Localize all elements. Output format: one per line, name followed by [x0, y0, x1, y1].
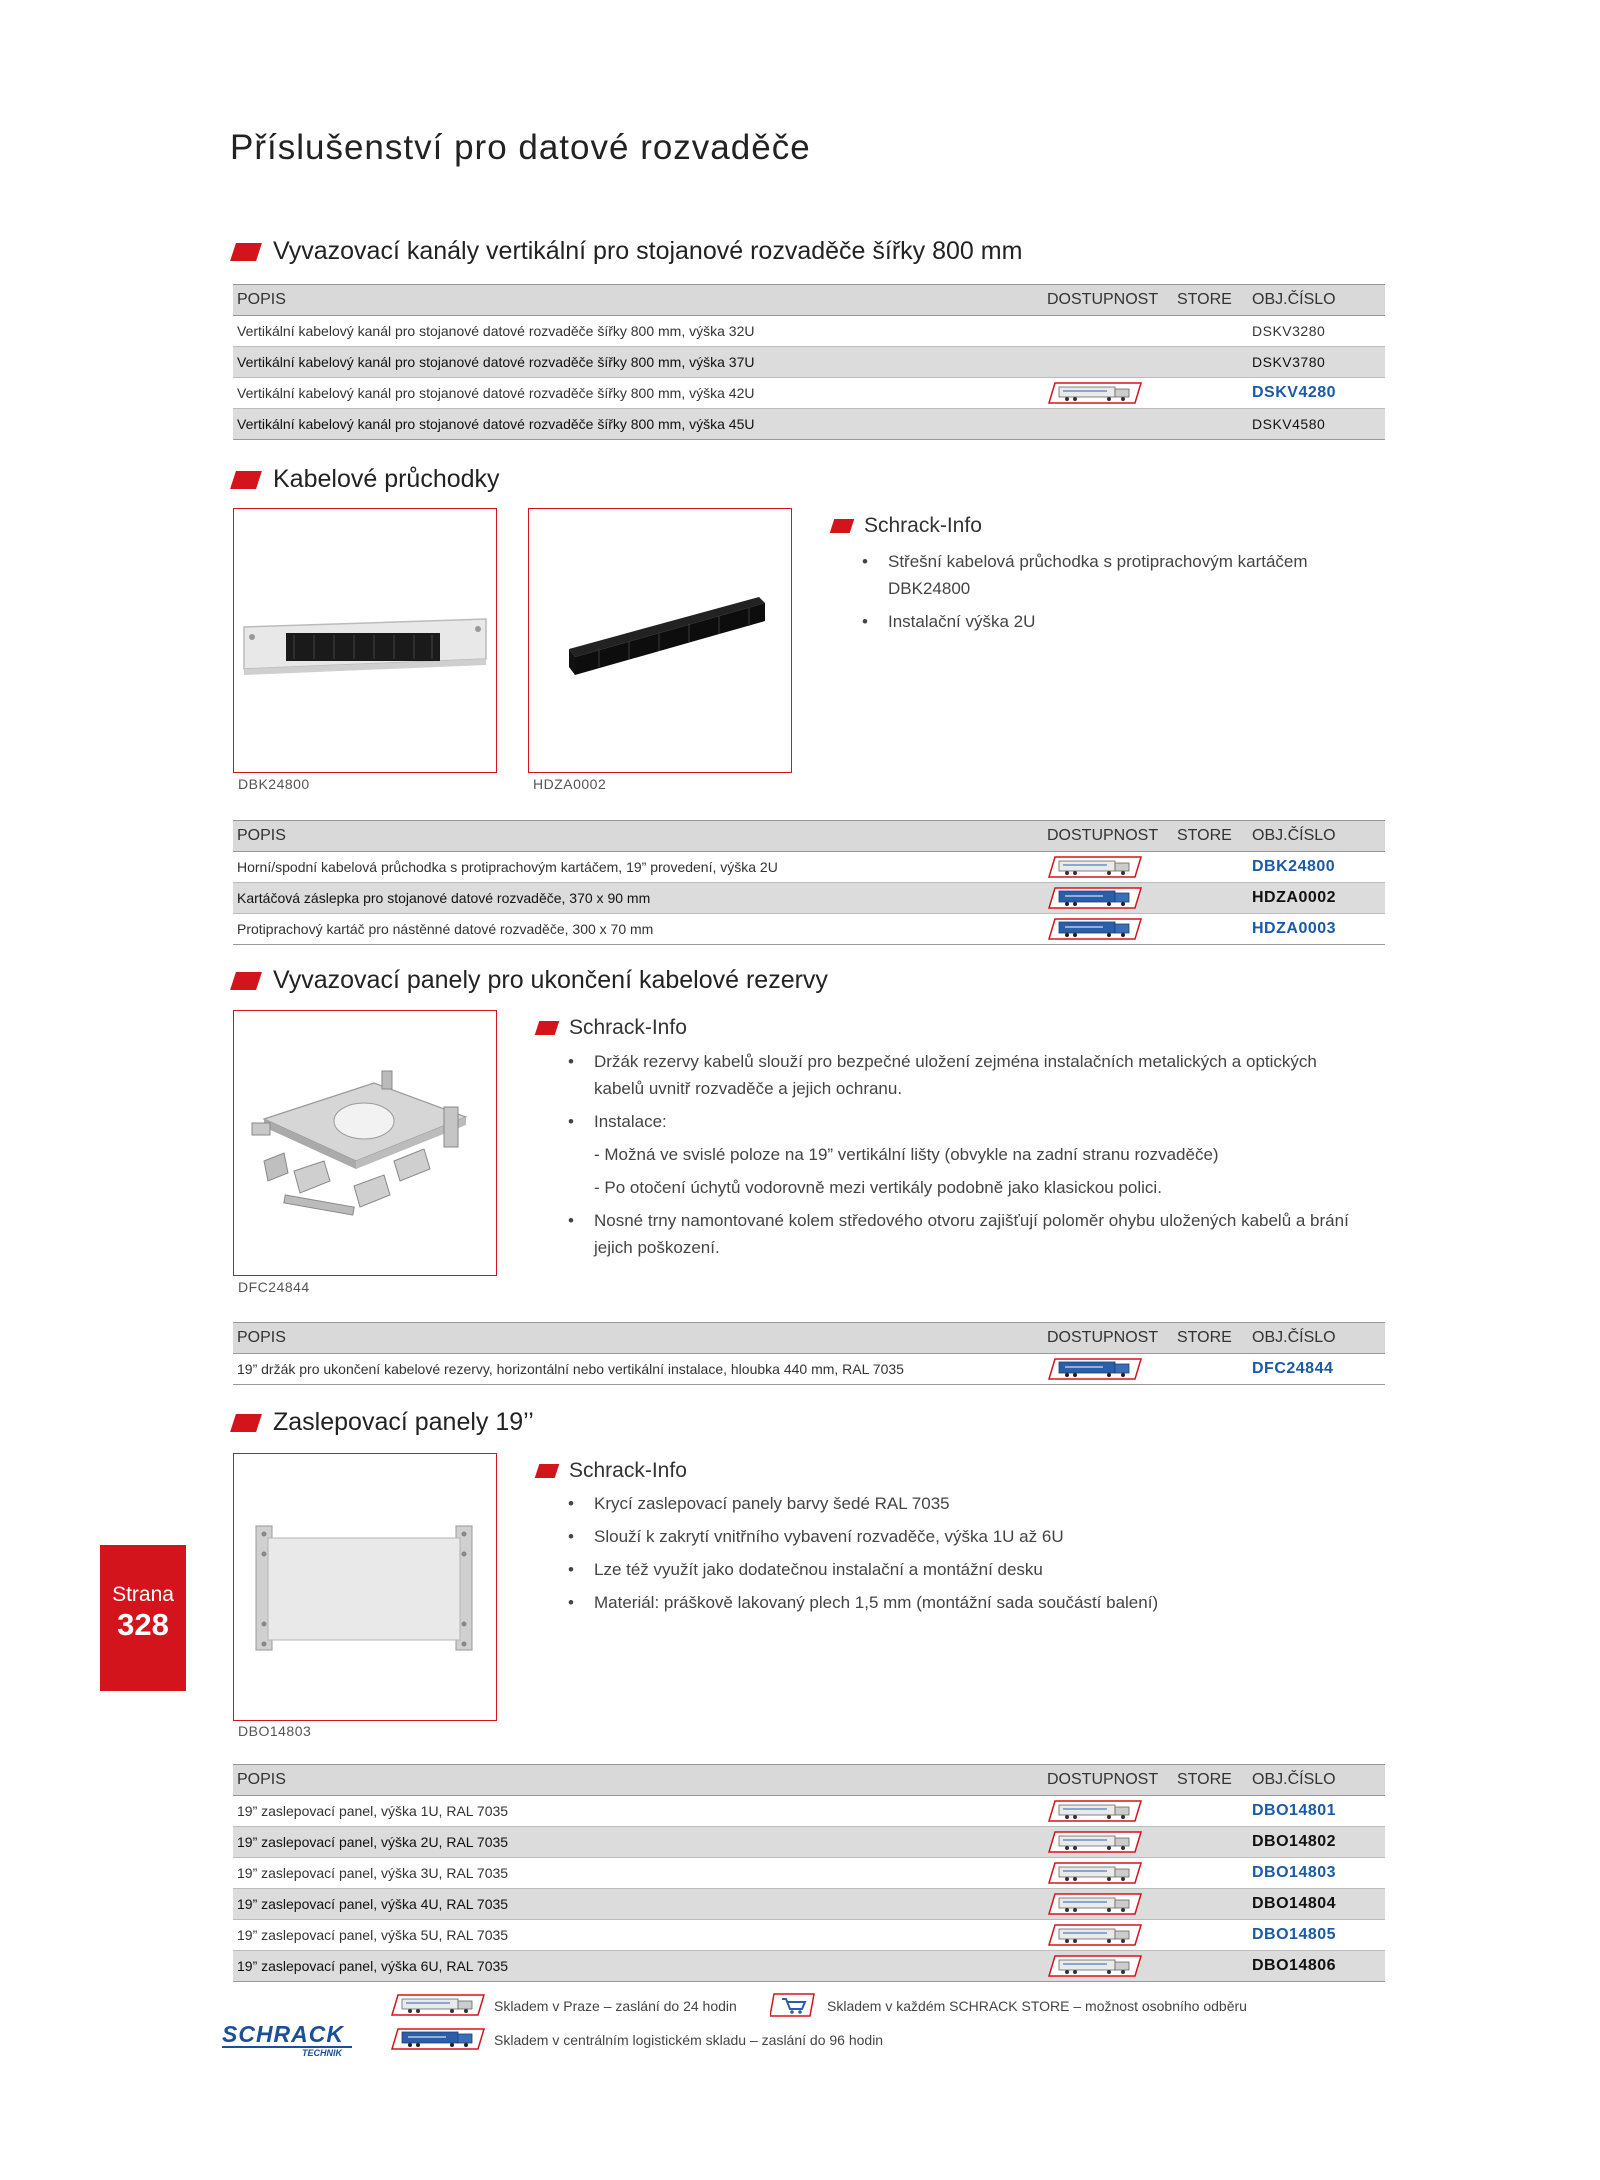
product-image-dfc24844 [233, 1010, 497, 1276]
table-row [233, 914, 1385, 945]
row-code-link[interactable]: DBO14804 [1248, 1889, 1385, 1920]
table-row [233, 1920, 1385, 1951]
info-bullet: • Materiál: práškově lakovaný plech 1,5 mm (montážní sada součástí balení) [564, 1589, 1364, 1616]
section-title-cable-reserve [233, 966, 828, 995]
logo-brand: SCHRACK [222, 2022, 352, 2048]
table-row [233, 378, 1385, 409]
availability-cell [1043, 883, 1173, 914]
truck-central-icon [390, 2028, 486, 2050]
col-header-dostupnost: DOSTUPNOST [1043, 821, 1173, 852]
table-header-row [233, 285, 1385, 316]
availability-cell [1043, 914, 1173, 945]
product-table-cable-glands [233, 820, 1385, 945]
info-bullet: • Instalace: [564, 1108, 1364, 1135]
table-row [233, 1858, 1385, 1889]
page-number-tab [100, 1545, 186, 1691]
col-header-obj: OBJ.ČÍSLO [1248, 1765, 1385, 1796]
availability-cell [1043, 1858, 1173, 1889]
table-row [233, 852, 1385, 883]
row-desc: 19” zaslepovací panel, výška 2U, RAL 7035 [233, 1827, 1043, 1858]
row-desc: Kartáčová záslepka pro stojanové datové rozvaděče, 370 x 90 mm [233, 883, 1043, 914]
product-image-dbk24800 [233, 508, 497, 773]
schrack-logo [222, 2022, 352, 2062]
row-desc: 19” zaslepovací panel, výška 4U, RAL 7035 [233, 1889, 1043, 1920]
product-table-vertical-channels [233, 284, 1385, 440]
table-row [233, 409, 1385, 440]
truck-prague-icon [1047, 1831, 1143, 1853]
table-row [233, 1354, 1385, 1385]
row-code: DSKV3780 [1248, 347, 1385, 378]
section-marker-icon [230, 243, 262, 261]
legend-central-icon-wrap [390, 2028, 486, 2050]
table-row [233, 1796, 1385, 1827]
product-image-dbo14803 [233, 1453, 497, 1721]
availability-cell [1043, 378, 1173, 409]
schrack-info-title [537, 1016, 687, 1040]
blanking-panel-illustration [234, 1454, 496, 1720]
table-row [233, 883, 1385, 914]
table-row [233, 1951, 1385, 1982]
row-code: DSKV4580 [1248, 409, 1385, 440]
availability-cell [1043, 1827, 1173, 1858]
shopping-cart-icon [770, 1993, 816, 2017]
section-marker-icon [230, 471, 262, 489]
truck-prague-icon [1047, 1893, 1143, 1915]
col-header-popis: POPIS [233, 1765, 1043, 1796]
col-header-store: STORE [1173, 1765, 1248, 1796]
col-header-store: STORE [1173, 1323, 1248, 1354]
availability-cell [1043, 1920, 1173, 1951]
row-code-link[interactable]: DBK24800 [1248, 852, 1385, 883]
schrack-info-title [537, 1459, 687, 1483]
row-desc: Vertikální kabelový kanál pro stojanové datové rozvaděče šířky 800 mm, výška 42U [233, 378, 1043, 409]
legend-store-icon-wrap [770, 1993, 816, 2022]
schrack-info-list [564, 1048, 1364, 1261]
row-code: DSKV3280 [1248, 316, 1385, 347]
row-desc: Vertikální kabelový kanál pro stojanové datové rozvaděče šířky 800 mm, výška 37U [233, 347, 1043, 378]
schrack-info-list [858, 548, 1378, 635]
truck-prague-icon [1047, 1800, 1143, 1822]
col-header-popis: POPIS [233, 821, 1043, 852]
row-code-link[interactable]: DSKV4280 [1248, 378, 1385, 409]
schrack-info-list [564, 1490, 1364, 1616]
info-bullet: • Střešní kabelová průchodka s protiprachovým kartáčem DBK24800 [858, 548, 1378, 602]
row-desc: Vertikální kabelový kanál pro stojanové datové rozvaděče šířky 800 mm, výška 32U [233, 316, 1043, 347]
table-row [233, 1827, 1385, 1858]
availability-cell [1043, 1796, 1173, 1827]
product-image-hdza0002 [528, 508, 792, 773]
info-marker-icon [535, 1021, 560, 1035]
image-caption: DBO14803 [238, 1723, 312, 1739]
col-header-dostupnost: DOSTUPNOST [1043, 285, 1173, 316]
brush-strip-illustration [529, 509, 791, 772]
row-desc: 19” zaslepovací panel, výška 6U, RAL 7035 [233, 1951, 1043, 1982]
info-sub-item: - Po otočení úchytů vodorovně mezi vertikály podobně jako klasickou polici. [594, 1178, 1162, 1197]
row-code-link[interactable]: DBO14801 [1248, 1796, 1385, 1827]
availability-cell [1043, 852, 1173, 883]
row-code-link[interactable]: DBO14805 [1248, 1920, 1385, 1951]
table-header-row [233, 821, 1385, 852]
section-marker-icon [230, 1414, 262, 1432]
product-table-cable-reserve [233, 1322, 1385, 1385]
table-row [233, 1889, 1385, 1920]
row-code-link[interactable]: DBO14806 [1248, 1951, 1385, 1982]
col-header-store: STORE [1173, 821, 1248, 852]
table-header-row [233, 1323, 1385, 1354]
reserve-holder-illustration [234, 1011, 496, 1275]
section-title-text: Kabelové průchodky [273, 465, 500, 493]
availability-cell [1043, 1951, 1173, 1982]
logo-sub: TECHNIK [302, 2048, 342, 2058]
row-code-link[interactable]: DBO14802 [1248, 1827, 1385, 1858]
image-caption: DBK24800 [238, 776, 310, 792]
row-code-link[interactable]: HDZA0003 [1248, 914, 1385, 945]
col-header-dostupnost: DOSTUPNOST [1043, 1765, 1173, 1796]
row-desc: 19” zaslepovací panel, výška 1U, RAL 7035 [233, 1796, 1043, 1827]
info-bullet: • Krycí zaslepovací panely barvy šedé RAL 7035 [564, 1490, 1364, 1517]
col-header-obj: OBJ.ČÍSLO [1248, 285, 1385, 316]
col-header-obj: OBJ.ČÍSLO [1248, 1323, 1385, 1354]
section-title-text: Vyvazovací panely pro ukončení kabelové rezervy [273, 966, 828, 994]
truck-prague-icon [1047, 856, 1143, 878]
info-marker-icon [830, 519, 855, 533]
truck-prague-icon [1047, 1924, 1143, 1946]
col-header-popis: POPIS [233, 1323, 1043, 1354]
row-desc: 19” držák pro ukončení kabelové rezervy, horizontální nebo vertikální instalace, hloubka 440 mm, RAL 7035 [233, 1354, 1043, 1385]
row-desc: Horní/spodní kabelová průchodka s protiprachovým kartáčem, 19” provedení, výška 2U [233, 852, 1043, 883]
table-row [233, 347, 1385, 378]
section-marker-icon [230, 972, 262, 990]
legend-prague-text: Skladem v Praze – zaslání do 24 hodin [494, 1998, 737, 2014]
legend-store-text: Skladem v každém SCHRACK STORE – možnost osobního odběru [827, 1998, 1247, 2014]
section-title-cable-glands [233, 465, 500, 494]
row-code-link[interactable]: DFC24844 [1248, 1354, 1385, 1385]
info-bullet: • Nosné trny namontované kolem středového otvoru zajišťují poloměr ohybu uložených kabelů a brání jejich poškození. [564, 1207, 1364, 1261]
section-title-text: Zaslepovací panely 19’’ [273, 1408, 534, 1436]
table-row [233, 316, 1385, 347]
product-table-blanking-panels [233, 1764, 1385, 1982]
truck-prague-icon [390, 1994, 486, 2016]
row-desc: Protiprachový kartáč pro nástěnné datové rozvaděče, 300 x 70 mm [233, 914, 1043, 945]
truck-prague-icon [1047, 1955, 1143, 1977]
truck-prague-icon [1047, 382, 1143, 404]
image-caption: DFC24844 [238, 1279, 310, 1295]
info-title-text: Schrack-Info [864, 514, 982, 537]
col-header-popis: POPIS [233, 285, 1043, 316]
schrack-info-title [832, 514, 982, 538]
truck-prague-icon [1047, 1862, 1143, 1884]
image-caption: HDZA0002 [533, 776, 607, 792]
col-header-store: STORE [1173, 285, 1248, 316]
info-marker-icon [535, 1464, 560, 1478]
page-number: 328 [117, 1607, 169, 1642]
row-code-link[interactable]: HDZA0002 [1248, 883, 1385, 914]
info-bullet: • Lze též využít jako dodatečnou instalační a montážní desku [564, 1556, 1364, 1583]
page-title: Příslušenství pro datové rozvaděče [230, 128, 811, 167]
info-bullet: • Držák rezervy kabelů slouží pro bezpečné uložení zejména instalačních metalických a optických kabelů uvnitř rozvaděče a jejich ochranu. [564, 1048, 1364, 1102]
section-title-text: Vyvazovací kanály vertikální pro stojanové rozvaděče šířky 800 mm [273, 237, 1023, 265]
table-header-row [233, 1765, 1385, 1796]
info-title-text: Schrack-Info [569, 1016, 687, 1039]
col-header-obj: OBJ.ČÍSLO [1248, 821, 1385, 852]
truck-central-icon [1047, 918, 1143, 940]
legend-prague-icon-wrap [390, 1994, 486, 2016]
truck-central-icon [1047, 887, 1143, 909]
info-title-text: Schrack-Info [569, 1459, 687, 1482]
section-title-blanking-panels [233, 1408, 534, 1437]
info-bullet: • Slouží k zakrytí vnitřního vybavení rozvaděče, výška 1U až 6U [564, 1523, 1364, 1550]
row-desc: 19” zaslepovací panel, výška 3U, RAL 7035 [233, 1858, 1043, 1889]
info-sub-item: - Možná ve svislé poloze na 19” vertikální lišty (obvykle na zadní stranu rozvaděče) [594, 1145, 1219, 1164]
row-desc: Vertikální kabelový kanál pro stojanové datové rozvaděče šířky 800 mm, výška 45U [233, 409, 1043, 440]
brush-panel-illustration [234, 509, 496, 772]
legend-central-text: Skladem v centrálním logistickém skladu – zaslání do 96 hodin [494, 2032, 884, 2048]
section-title-vertical-channels [233, 237, 1022, 266]
truck-central-icon [1047, 1358, 1143, 1380]
page-label: Strana [112, 1583, 174, 1606]
row-code-link[interactable]: DBO14803 [1248, 1858, 1385, 1889]
info-bullet: • Instalační výška 2U [858, 608, 1378, 635]
row-desc: 19” zaslepovací panel, výška 5U, RAL 7035 [233, 1920, 1043, 1951]
availability-cell [1043, 1354, 1173, 1385]
availability-cell [1043, 1889, 1173, 1920]
col-header-dostupnost: DOSTUPNOST [1043, 1323, 1173, 1354]
